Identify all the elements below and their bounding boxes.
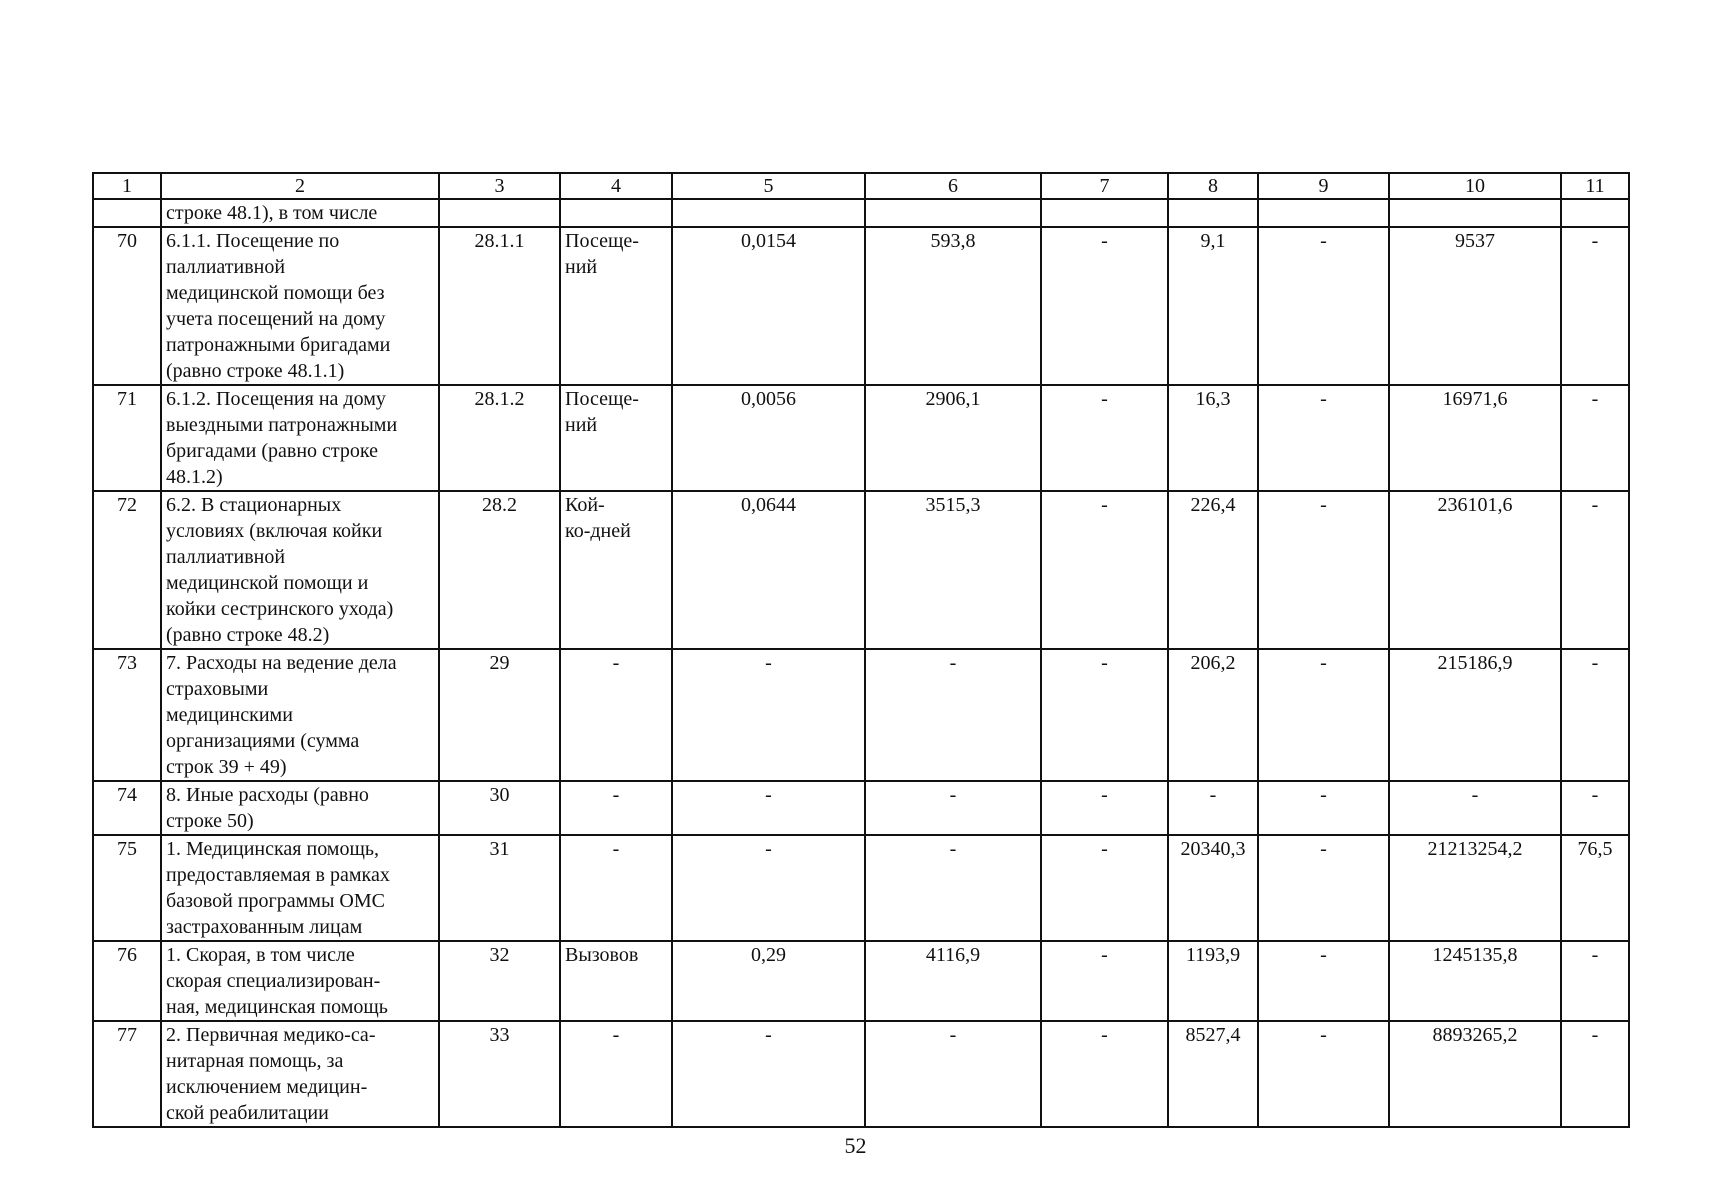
row-col6: 593,8 [865,227,1041,385]
row-unit: - [560,649,672,781]
row-col11: - [1561,941,1629,1021]
row-col7: - [1041,781,1168,835]
row-unit: Кой- ко-дней [560,491,672,649]
header-cell-4: 4 [560,173,672,199]
row-col6: 4116,9 [865,941,1041,1021]
row-code: 33 [439,1021,560,1127]
row-col8: 16,3 [1168,385,1258,491]
row-col11: - [1561,1021,1629,1127]
row-col5: 0,0644 [672,491,865,649]
row-description: 1. Скорая, в том числе скорая специализирован- ная, медицинская помощь [161,941,439,1021]
row-col11: - [1561,649,1629,781]
row-col9: - [1258,941,1389,1021]
row-col11: - [1561,227,1629,385]
empty-cell [439,199,560,227]
row-col6: - [865,781,1041,835]
row-number: 71 [93,385,161,491]
header-cell-9: 9 [1258,173,1389,199]
row-col7: - [1041,227,1168,385]
empty-cell [672,199,865,227]
table-row [93,781,1629,835]
data-table [92,172,1630,1128]
row-col10: 16971,6 [1389,385,1561,491]
header-cell-7: 7 [1041,173,1168,199]
row-number: 77 [93,1021,161,1127]
row-col5: 0,0056 [672,385,865,491]
row-number: 74 [93,781,161,835]
row-description: 6.2. В стационарных условиях (включая койки паллиативной медицинской помощи и койки сестринского ухода) (равно строке 48.2) [161,491,439,649]
header-cell-5: 5 [672,173,865,199]
row-code: 29 [439,649,560,781]
header-cell-3: 3 [439,173,560,199]
row-col6: 3515,3 [865,491,1041,649]
table-row [93,227,1629,385]
row-col6: - [865,835,1041,941]
row-col9: - [1258,1021,1389,1127]
row-description: 6.1.2. Посещения на дому выездными патронажными бригадами (равно строке 48.1.2) [161,385,439,491]
row-col6: - [865,1021,1041,1127]
row-unit: - [560,835,672,941]
header-cell-8: 8 [1168,173,1258,199]
table-row [93,1021,1629,1127]
row-number: 76 [93,941,161,1021]
continuation-text: строке 48.1), в том числе [161,199,439,227]
empty-cell [560,199,672,227]
row-col7: - [1041,835,1168,941]
row-code: 32 [439,941,560,1021]
empty-cell [1168,199,1258,227]
row-col8: 20340,3 [1168,835,1258,941]
table-row [93,941,1629,1021]
header-cell-2: 2 [161,173,439,199]
row-col6: - [865,649,1041,781]
empty-cell [1041,199,1168,227]
column-number-row [93,173,1629,199]
row-col7: - [1041,385,1168,491]
row-col5: 0,29 [672,941,865,1021]
row-unit: Посеще- ний [560,227,672,385]
row-col10: 236101,6 [1389,491,1561,649]
row-unit: Вызовов [560,941,672,1021]
row-description: 8. Иные расходы (равно строке 50) [161,781,439,835]
row-col9: - [1258,835,1389,941]
header-cell-1: 1 [93,173,161,199]
page-number: 52 [844,1133,867,1158]
row-col5: - [672,835,865,941]
table-row [93,491,1629,649]
row-col5: - [672,1021,865,1127]
row-col11: - [1561,491,1629,649]
row-col8: 206,2 [1168,649,1258,781]
row-code: 28.2 [439,491,560,649]
empty-cell [1389,199,1561,227]
row-description: 7. Расходы на ведение дела страховыми медицинскими организациями (сумма строк 39 + 49) [161,649,439,781]
row-col9: - [1258,491,1389,649]
row-col9: - [1258,781,1389,835]
row-col10: 21213254,2 [1389,835,1561,941]
row-col10: 1245135,8 [1389,941,1561,1021]
row-col7: - [1041,941,1168,1021]
continuation-row [93,199,1629,227]
row-number: 72 [93,491,161,649]
row-col11: 76,5 [1561,835,1629,941]
row-description: 2. Первичная медико-са- нитарная помощь, за исключением медицин- ской реабилитации [161,1021,439,1127]
table-row [93,835,1629,941]
row-col8: 226,4 [1168,491,1258,649]
row-code: 28.1.1 [439,227,560,385]
row-unit: Посеще- ний [560,385,672,491]
row-col10: 8893265,2 [1389,1021,1561,1127]
row-description: 1. Медицинская помощь, предоставляемая в рамках базовой программы ОМС застрахованным лицам [161,835,439,941]
row-col5: 0,0154 [672,227,865,385]
row-number: 75 [93,835,161,941]
row-col5: - [672,649,865,781]
empty-cell [1258,199,1389,227]
row-number: 70 [93,227,161,385]
row-col7: - [1041,649,1168,781]
header-cell-6: 6 [865,173,1041,199]
row-col5: - [672,781,865,835]
row-col8: - [1168,781,1258,835]
header-cell-10: 10 [1389,173,1561,199]
table-row [93,649,1629,781]
header-cell-11: 11 [1561,173,1629,199]
row-col8: 1193,9 [1168,941,1258,1021]
row-col10: 215186,9 [1389,649,1561,781]
row-col9: - [1258,649,1389,781]
empty-cell [865,199,1041,227]
row-code: 31 [439,835,560,941]
row-col8: 8527,4 [1168,1021,1258,1127]
row-unit: - [560,1021,672,1127]
row-col8: 9,1 [1168,227,1258,385]
row-col7: - [1041,491,1168,649]
row-description: 6.1.1. Посещение по паллиативной медицинской помощи без учета посещений на дому патронажными бригадами (равно строке 48.1.1) [161,227,439,385]
empty-cell [93,199,161,227]
table-row [93,385,1629,491]
row-unit: - [560,781,672,835]
empty-cell [1561,199,1629,227]
row-code: 30 [439,781,560,835]
row-col9: - [1258,385,1389,491]
row-col11: - [1561,385,1629,491]
row-number: 73 [93,649,161,781]
row-col11: - [1561,781,1629,835]
row-col6: 2906,1 [865,385,1041,491]
row-col7: - [1041,1021,1168,1127]
row-col9: - [1258,227,1389,385]
row-col10: 9537 [1389,227,1561,385]
row-code: 28.1.2 [439,385,560,491]
row-col10: - [1389,781,1561,835]
